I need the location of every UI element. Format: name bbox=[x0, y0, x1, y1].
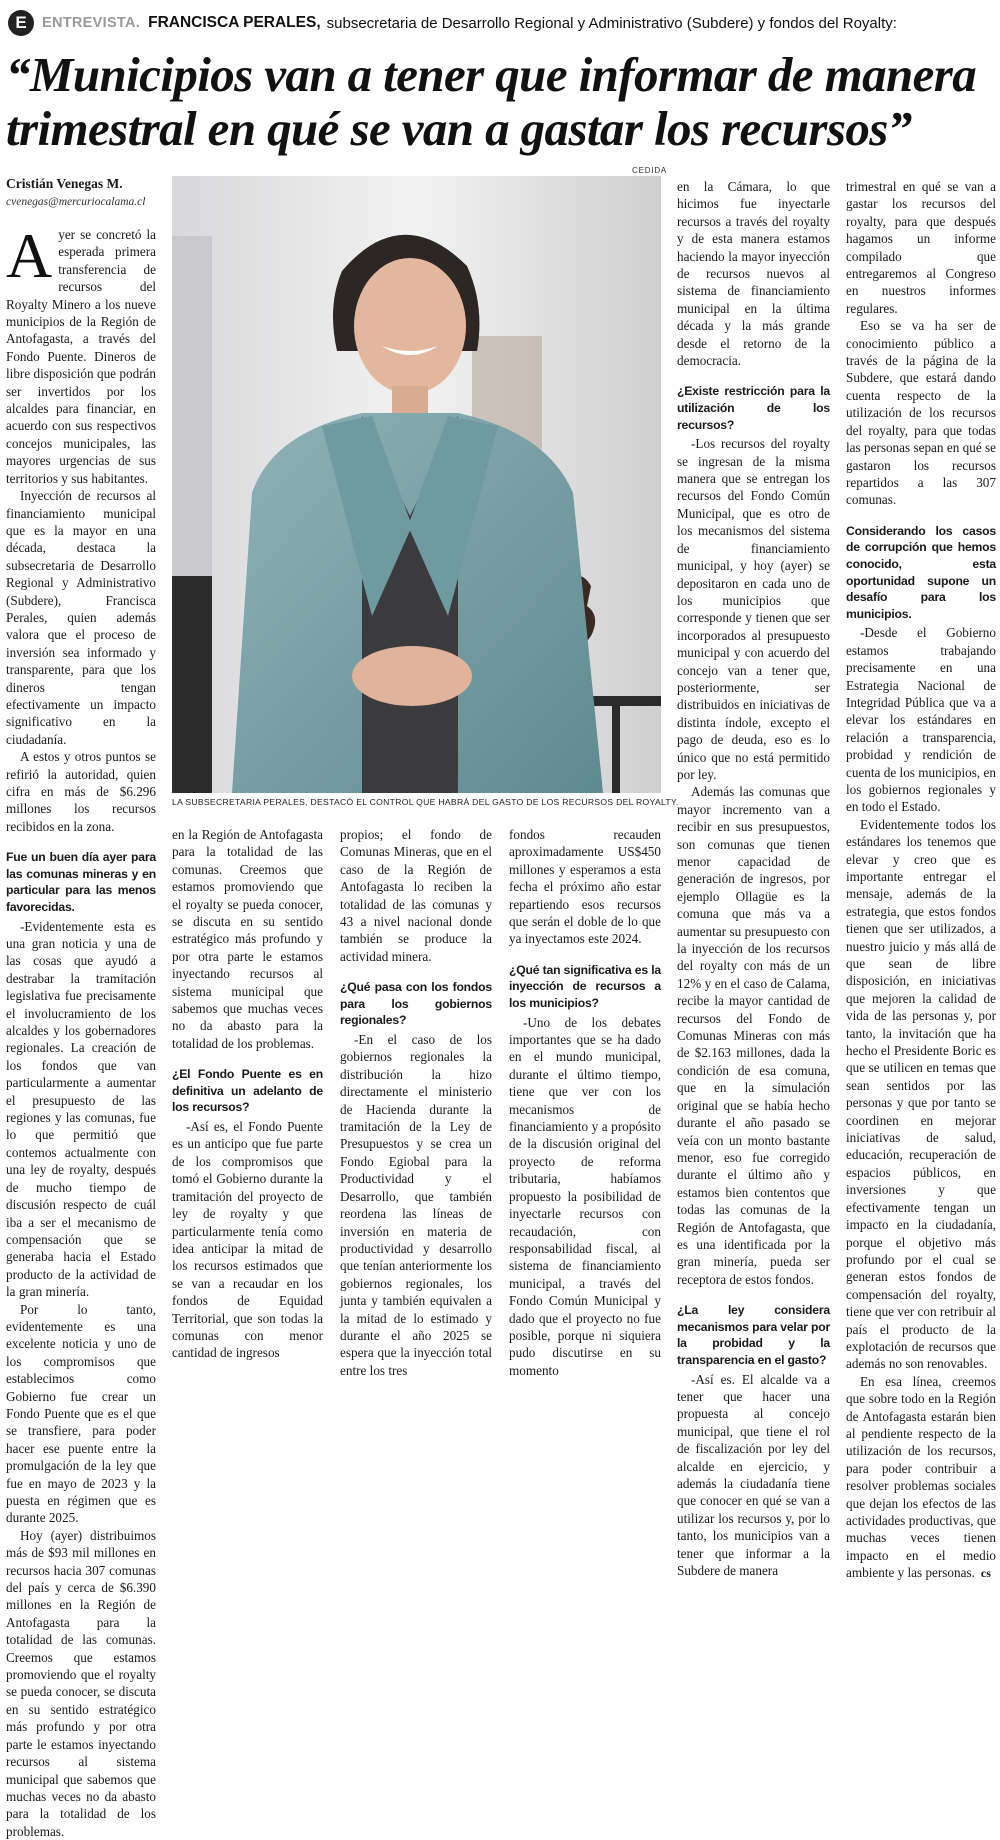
article-paragraph: Eso se va ha ser de conocimiento público a través de la página de la Subdere, que estará dando cuenta respecto de la utilización de los recursos del royalty, para que todas las personas sepan en qué se gastaron los recursos repartidos a las 307 comunas. bbox=[846, 318, 996, 508]
article-paragraph: En esa línea, creemos que sobre todo en la Región de Antofagasta estarán bien al pendiente respecto de la utilización de los recursos, para poder contribuir a resolver problemas sociales que dejan los efectos de las actividades productivas, que muchas veces tienen impacto en el medio ambiente y las personas. cs bbox=[846, 1373, 996, 1581]
article-column-4 bbox=[509, 826, 661, 1378]
article-lead-paragraph: Ayer se concretó la esperada primera transferencia de recursos del Royalty Minero a los nueve municipios de la Región de Antofagasta, a través del Fondo Puente. Dineros de libre disposición que podrán ser invertidos por los alcaldes para financiar, en acuerdo con sus respectivos concejos municipales, las mayores urgencias de sus territorios y sus habitantes. bbox=[6, 220, 156, 486]
interview-answer: -Así es. El alcalde va a tener que hacer una propuesta al concejo municipal, que tiene el rol de fiscalización por ley del alcalde en ejercicio, y además la ciudadanía tiene que conocer en qué se van a utilizar los recursos y, por lo tanto, los municipios van a tener que informar a la Subdere de manera bbox=[677, 1371, 830, 1578]
interviewee-name: FRANCISCA PERALES, bbox=[148, 14, 321, 31]
interview-question: Fue un buen día ayer para las comunas mineras y en particular para las menos favorecidas. bbox=[6, 850, 156, 914]
author-email[interactable]: cvenegas@mercuriocalama.cl bbox=[6, 196, 146, 208]
interviewee-role: subsecretaria de Desarrollo Regional y Administrativo (Subdere) y fondos del Royalty: bbox=[326, 14, 897, 32]
article-paragraph: Por lo tanto, evidentemente es una excelente noticia y uno de los compromisos que establecimos como Gobierno fue crear un Fondo Puente que es el que se transfiere, para poder hacer ese puente entre la promulgación de la ley que fue en mayo de 2023 y la puesta en régimen que es durante 2025. bbox=[6, 1301, 156, 1526]
interview-answer: -Uno de los debates importantes que se ha dado en el mundo municipal, durante el último tiempo, tiene que ver con los mecanismos de financiamiento y a propósito de la discusión original del proyecto de reforma tributaria, habíamos propuesto la posibilidad de inyectarle recursos con recaudación, con responsabilidad fiscal, al sistema de financiamiento municipal, a través del Fondo Común Municipal y dado que el proyecto no fue posible, porque ni siquiera pudo discutirse en su momento bbox=[509, 1014, 661, 1378]
headline bbox=[6, 48, 996, 156]
article-column-5 bbox=[677, 178, 830, 1578]
article-column-3 bbox=[340, 826, 492, 1378]
kicker-line bbox=[8, 8, 993, 38]
interview-question: ¿El Fondo Puente es en definitiva un adelanto de los recursos? bbox=[172, 1067, 323, 1115]
end-mark: cs bbox=[980, 1566, 991, 1581]
interview-answer: -Así es, el Fondo Puente es un anticipo que fue parte de los compromisos que tomó el Gobierno durante la tramitación del proyecto de ley de royalty y que particularmente tenía como idea anticipar la mitad de los recursos estimados que se van a recaudar en los fondos de Equidad Territorial, que son todas la comunas con menor cantidad de ingresos bbox=[172, 1119, 323, 1361]
photo-credit: CEDIDA bbox=[632, 166, 668, 175]
section-badge: E bbox=[8, 10, 34, 36]
article-paragraph-continued: propios; el fondo de Comunas Mineras, que en el caso de la Región de Antofagasta lo reciben la totalidad de las comunas y 43 a nivel nacional donde también se produce la actividad minera. bbox=[340, 827, 492, 964]
interview-answer: -Evidentemente esta es una gran noticia y una de las cosas que ayudó a destrabar la tramitación legislativa fue precisamente el involucramiento de los alcaldes y los gobernadores regionales. La creación de los fondos que van particularmente a aumentar el presupuesto de las regiones y las comunas, fue lo que permitió que contemos actualmente con una ley de royalty, después de mucho tiempo de discusión respecto de cuál iba a ser el mecanismo de compensación que se generaba hacia el Estado producto de la actividad de la gran minería. bbox=[6, 918, 156, 1300]
headline-line-2: trimestral en qué se van a gastar los recursos” bbox=[6, 101, 912, 156]
article-paragraph-continued: en la Cámara, lo que hicimos fue inyectarle recursos a través del royalty y de esta manera estamos haciendo la mayor inyección de recursos nuevos al sistema de financiamiento municipal en la última década y la más grande desde el retorno de la democracia. bbox=[677, 179, 830, 369]
article-column-2 bbox=[172, 826, 323, 1361]
article-column-1 bbox=[6, 220, 156, 1839]
drop-cap: A bbox=[6, 220, 53, 291]
article-column-6 bbox=[846, 178, 996, 1581]
article-paragraph: A estos y otros puntos se refirió la autoridad, quien cifra en más de $6.296 millones los recursos recibidos en la zona. bbox=[6, 749, 156, 834]
interview-question: Considerando los casos de corrupción que hemos conocido, esta oportunidad supone un desafío para los municipios. bbox=[846, 523, 996, 621]
photo-caption: LA SUBSECRETARIA PERALES, DESTACÓ EL CONTROL QUE HABRÁ DEL GASTO DE LOS RECURSOS DEL ROYALTY. bbox=[172, 797, 679, 807]
article-paragraph: Hoy (ayer) distribuimos más de $93 mil millones en recursos hacia 307 comunas del país y cerca de $6.390 millones en la Región de Antofagasta para la totalidad de las comunas. Creemos que estamos promoviendo que el royalty se pueda conocer, se discuta en su sentido estratégico más profundo y por otra parte le estamos inyectando recursos al sistema municipal que sabemos que muchas veces no da abasto para la totalidad de los problemas. bbox=[6, 1527, 156, 1839]
interview-question: ¿Qué tan significativa es la inyección de recursos a los municipios? bbox=[509, 962, 661, 1011]
article-paragraph: Además las comunas que mayor incremento van a recibir en sus presupuestos, son comunas que tienen menor capacidad de generación de ingresos, por ejemplo Ollagüe es la comuna que más va a aumentar su presupuesto con la inyección de los recursos del royalty con más de un 12% y en el caso de Calama, recibe la mayor cantidad de recursos del Fondo de Comunas Mineras con más de $2.163 millones, dada la condición de esa comuna, que en la simulación original que se había hecho durante el año pasado se veía con un monto bastante menor, eso fue corregido durante el último año y estamos bien contentos que todas las comunas de la Región de Antofagasta, que es una identificada por la gran minería, pueda ser receptora de estos fondos. bbox=[677, 784, 830, 1287]
interview-question: ¿La ley considera mecanismos para velar por la probidad y la transparencia en el gasto? bbox=[677, 1303, 830, 1367]
headline-line-1: “Municipios van a tener que informar de manera bbox=[6, 47, 977, 102]
interview-question: ¿Existe restricción para la utilización de los recursos? bbox=[677, 384, 830, 432]
interview-question: ¿Qué pasa con los fondos para los gobiernos regionales? bbox=[340, 980, 492, 1028]
interview-answer: -Los recursos del royalty se ingresan de la misma manera que se entregan los recursos del Fondo Común Municipal, que es otro de los mecanismos del sistema de financiamiento municipal, y hoy (ayer) se depositaron en cada uno de los municipios que corresponde y tienen que ser incorporados al presupuesto municipal y con acuerdo del concejo van a tener que, posteriormente, ser distribuidos en iniciativas de distinta índole, excepto el pago de deuda, eso es lo único que no está permitido por ley. bbox=[677, 436, 830, 782]
author-name: Cristián Venegas M. bbox=[6, 176, 123, 191]
byline bbox=[6, 176, 166, 208]
article-paragraph-continued: fondos recauden aproximadamente US$450 millones y esperamos a esta fecha el próximo año estar repartiendo esos recursos que serán el doble de lo que ya inyectamos este 2024. bbox=[509, 827, 661, 947]
section-label: ENTREVISTA. bbox=[42, 15, 141, 31]
article-paragraph: Inyección de recursos al financiamiento municipal que es la mayor en una década, destaca la subsecretaria de Desarrollo Regional y Administrativo (Subdere), Francisca Perales, quien además valora que el proceso de inversión sea informado y transparente, para que los dineros tengan efectivamente un impacto significativo en la ciudadanía. bbox=[6, 488, 156, 747]
interview-answer: -Desde el Gobierno estamos trabajando precisamente en una Estrategia Nacional de Integridad Pública que va a elevar los estándares en relación a transparencia, probidad y rendición de cuenta de los municipios, en los gobiernos regionales y en todo el Estado. bbox=[846, 625, 996, 815]
portrait-photo bbox=[172, 176, 661, 793]
article-paragraph-continued: en la Región de Antofagasta para la totalidad de las comunas. Creemos que estamos promoviendo que el royalty se pueda conocer, se discuta en su sentido estratégico más profundo y por otra parte le estamos inyectando recursos al sistema municipal que sabemos que muchas veces no da abasto para la totalidad de los problemas. bbox=[172, 827, 323, 1051]
article-paragraph-continued: trimestral en qué se van a gastar los recursos del royalty, para que después hagamos un informe compilado que entregaremos al Congreso en nuestros informes regulares. bbox=[846, 179, 996, 316]
article-paragraph: Evidentemente todos los estándares los tenemos que elevar y creo que es importante entregar el mensaje, además de la estrategia, que estos fondos tienen que ser utilizados, a nuestro juicio y más allá de que sean de libre disposición, en iniciativas que mejoren la calidad de vida de las personas y, por tanto, la invitación que ha hecho el Presidente Boric es que se utilicen en temas que sean sentidos por las personas y que por tanto se coordinen en mejorar iniciativas de salud, educación, recuperación de espacios públicos, en inversiones y que efectivamente tengan un impacto en la ciudadanía, porque el objetivo más profundo por el cual se generan estos fondos de compensación del royalty, tiene que ver con retribuir al país el producto de la explotación de recursos que además no son renovables. bbox=[846, 816, 996, 1372]
full-answer-2 bbox=[0, 0, 1, 1]
interview-answer: -En el caso de los gobiernos regionales la distribución la hizo directamente el ministerio de Hacienda durante la tramitación de la Ley de Presupuestos y se crea un Fondo Egiobal para la Productividad y el Desarrollo, que también reordena las líneas de inversión en materia de productividad y desarrollo que tenían anteriormente los gobiernos regionales, los junta y también equivalen a la mitad de lo estimado y durante el año 2025 se espera que la inyección total entre los tres bbox=[340, 1032, 492, 1378]
portrait-illustration bbox=[172, 176, 661, 793]
